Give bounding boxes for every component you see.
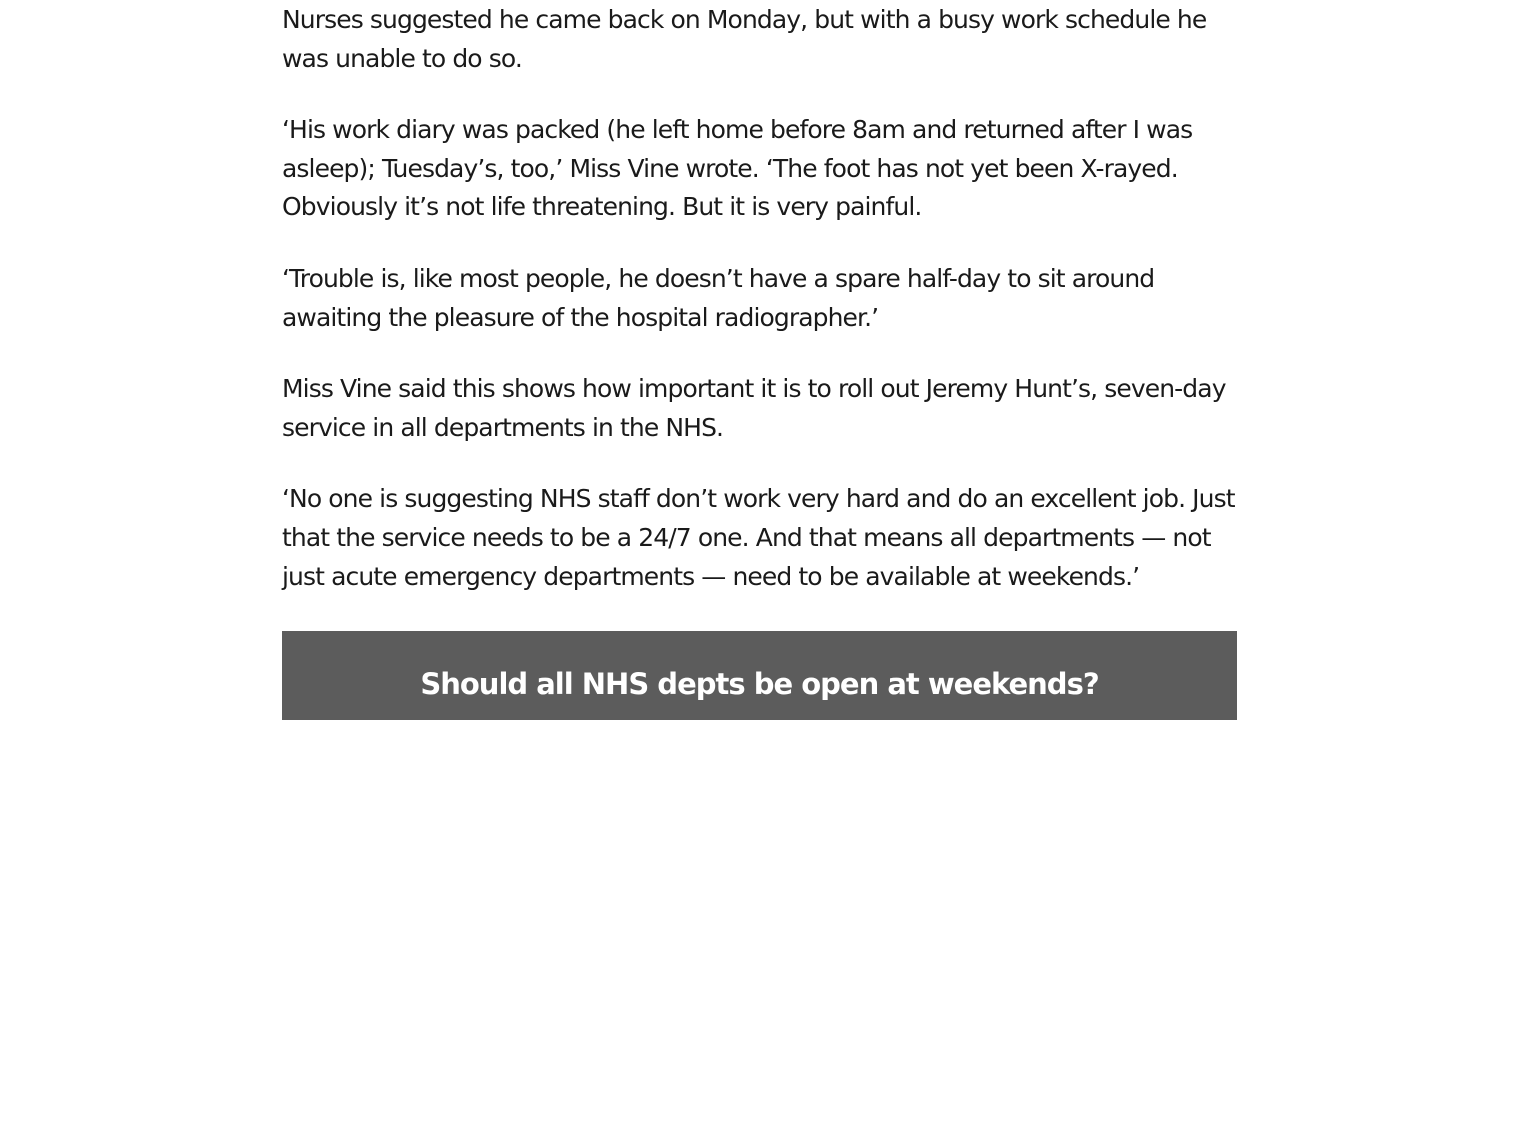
article-paragraph: ‘No one is suggesting NHS staff don’t work very hard and do an excellent job. Just that the service needs to be a 24/7 one. And that means all departments — not just acute emergency departments — need to be available at weekends.’ [282,484,1235,591]
article-paragraph: Miss Vine said this shows how important it is to roll out Jeremy Hunt’s, seven-day service in all departments in the NHS. [282,374,1226,442]
article-paragraph: Nurses suggested he came back on Monday, but with a busy work schedule he was unable to do so. [282,5,1207,73]
poll-title: Should all NHS depts be open at weekends? [420,666,1099,701]
article-paragraph: ‘Trouble is, like most people, he doesn’t have a spare half-day to sit around awaiting the pleasure of the hospital radiographer.’ [282,263,1155,332]
article-paragraph: ‘His work diary was packed (he left home before 8am and returned after I was asleep); Tuesday’s, too,’ Miss Vine wrote. ‘The foot has not yet been X-rayed. Obviously it’s not life threatening. But it is very painful. [282,115,1193,222]
article-body [282,0,1237,629]
poll-header [282,631,1237,720]
